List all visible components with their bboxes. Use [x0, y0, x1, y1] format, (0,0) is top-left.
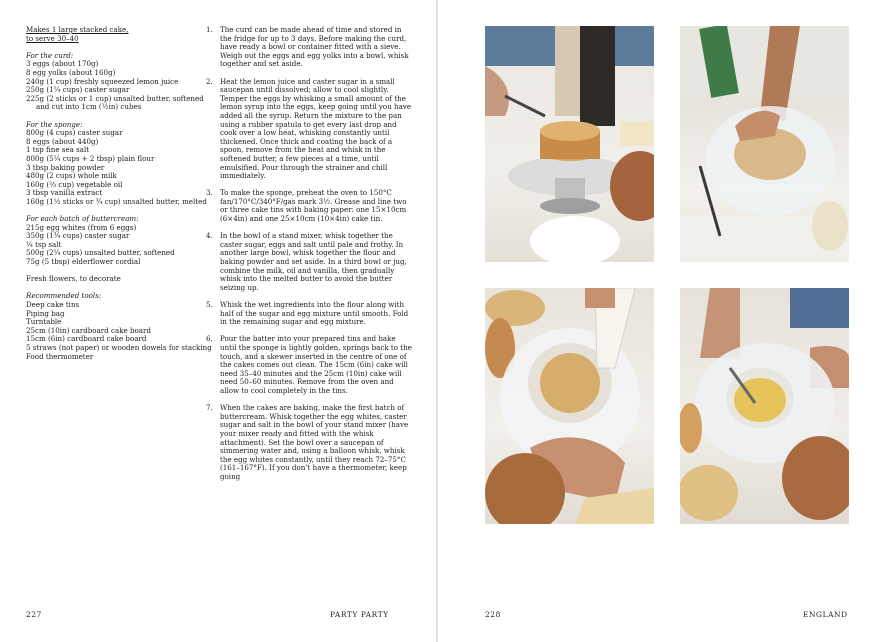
method-step: [206, 335, 412, 395]
tool-item: 5 straws (not paper) or wooden dowels for stacking: [26, 342, 212, 352]
method-step: [206, 301, 412, 327]
ingredient-item: 800g (4 cups) caster sugar: [26, 128, 123, 138]
tool-item: Turntable: [26, 317, 62, 327]
step-number: 4.: [206, 231, 213, 241]
yield-line-2: to serve 30–40: [26, 33, 79, 43]
ingredient-item: 1 tsp fine sea salt: [26, 145, 90, 155]
buttercream-heading: For each batch of buttercream:: [26, 214, 139, 224]
step-number: 3.: [206, 188, 213, 198]
ingredient-item: 8 egg yolks (about 160g): [26, 67, 116, 77]
step-text: In the bowl of a stand mixer, whisk together the caster sugar, eggs and salt until pale and frothy. In another large bowl, whisk together the flour and baking powder and set aside. In a third bowl or jug, combine the milk, oil and vanilla, then gradually whisk into the melted butter to avoid the butter seizing up.: [220, 231, 407, 292]
flowers-line: Fresh flowers, to decorate: [26, 274, 121, 284]
yield-line-1: Makes 1 large stacked cake,: [26, 25, 129, 34]
photo-spreading-curd: [680, 288, 849, 524]
step-text: Whisk the wet ingredients into the flour along with half of the sugar and egg mixture until smooth. Fold in the remaining sugar and egg mixture.: [220, 300, 409, 327]
ingredient-item: 800g (5¼ cups + 2 tbsp) plain flour: [26, 153, 155, 163]
method-column: [206, 26, 412, 490]
method-step: [206, 189, 412, 223]
method-step: [206, 232, 412, 292]
tool-item: Food thermometer: [26, 351, 94, 361]
ingredient-item: 215g egg whites (from 6 eggs): [26, 222, 137, 232]
ingredient-item: 3 eggs (about 170g): [26, 59, 99, 69]
step-number: 1.: [206, 25, 213, 34]
ingredient-item: 75g (5 tbsp) elderflower cordial: [26, 257, 141, 267]
ingredient-item: 8 eggs (about 440g): [26, 136, 99, 146]
method-step: [206, 404, 412, 481]
photo-piping-buttercream: [485, 288, 654, 524]
ingredient-item: 3 tbsp vanilla extract: [26, 188, 103, 198]
step-text: To make the sponge, preheat the oven to 150°C fan/170°C/340°F/gas mark 3½. Grease and line two or three cake tins with baking paper: one 15×10cm (6×4in) and one 25×10cm (10×4in) cake tin.: [220, 188, 407, 224]
ingredient-item: 240g (1 cup) freshly squeezed lemon juice: [26, 76, 179, 86]
ingredient-item: ¼ tsp salt: [26, 239, 62, 249]
tool-item: 15cm (6in) cardboard cake board: [26, 334, 147, 344]
page-number: 228: [485, 610, 501, 619]
tool-item: Deep cake tins: [26, 300, 80, 309]
ingredient-item: 160g (⅔ cup) vegetable oil: [26, 179, 123, 189]
step-text: When the cakes are baking, make the first batch of buttercream. Whisk together the egg whites, caster sugar and salt in the bowl of your stand mixer (have your mixer ready and fitted with the whisk attachment). Set the bowl over a saucepan of simmering water and, using a balloon whisk, whisk the egg whites constantly, until they reach 72–75°C (161–167°F). If you don’t have a thermometer, keep going: [220, 403, 409, 481]
ingredient-item: 350g (1¾ cups) caster sugar: [26, 231, 130, 241]
left-page: [0, 0, 436, 642]
ingredient-item: 500g (2¼ cups) unsalted butter, softened: [26, 248, 175, 258]
step-number: 5.: [206, 300, 213, 309]
step-number: 7.: [206, 403, 213, 413]
step-text: The curd can be made ahead of time and stored in the fridge for up to 3 days. Before making the curd, have ready a bowl or container fitted with a sieve. Weigh out the eggs and egg yolks into a bowl, whisk together and set aside.: [220, 25, 409, 69]
ingredient-item: 250g (1¼ cups) caster sugar: [26, 85, 130, 95]
step-text: Heat the lemon juice and caster sugar in a small saucepan until dissolved; allow to cool slightly. Temper the eggs by whisking a small amount of the lemon syrup into the eggs, keep going until you have added all the syrup. Return the mixture to the pan using a rubber spatula to get every last drop and cook over a low heat, whisking constantly until thickened. Once thick and coating the back of a spoon, remove from the heat and whisk in the softened butter, a few pieces at a time, until emulsified. Pour through the strainer and chill immediately.: [220, 76, 412, 181]
running-title: ENGLAND: [803, 610, 848, 619]
curd-heading: For the curd:: [26, 50, 74, 60]
method-step: [206, 26, 412, 69]
tools-heading: Recommended tools:: [26, 291, 102, 301]
tool-item: Piping bag: [26, 308, 65, 318]
step-number: 6.: [206, 334, 213, 344]
step-text: Pour the batter into your prepared tins and bake until the sponge is lightly golden, springs back to the touch, and a skewer inserted in the centre of one of the cakes comes out clean. The 15cm (6in) cake will need 35–40 minutes and the 25cm (10in) cake will need 50–60 minutes. Remove from the oven and allow to cool completely in the tins.: [220, 334, 412, 395]
page-number: 227: [26, 610, 42, 619]
step-number: 2.: [206, 76, 213, 86]
photo-cake-in-lined-tin: [680, 26, 849, 262]
running-title: PARTY PARTY: [330, 610, 389, 619]
photo-cake-on-turntable: [485, 26, 654, 262]
method-step: [206, 78, 412, 181]
ingredient-item: 3 tbsp baking powder: [26, 162, 105, 172]
ingredient-item: 480g (2 cups) whole milk: [26, 171, 117, 181]
tool-item: 25cm (10in) cardboard cake board: [26, 325, 151, 335]
ingredients-column: [26, 26, 216, 361]
ingredient-item: 225g (2 sticks or 1 cup) unsalted butter, softened and cut into 1cm (½in) cubes: [26, 93, 204, 112]
sponge-heading: For the sponge:: [26, 119, 83, 129]
ingredient-item: 160g (1½ sticks or ¾ cup) unsalted butter, melted: [26, 196, 207, 206]
